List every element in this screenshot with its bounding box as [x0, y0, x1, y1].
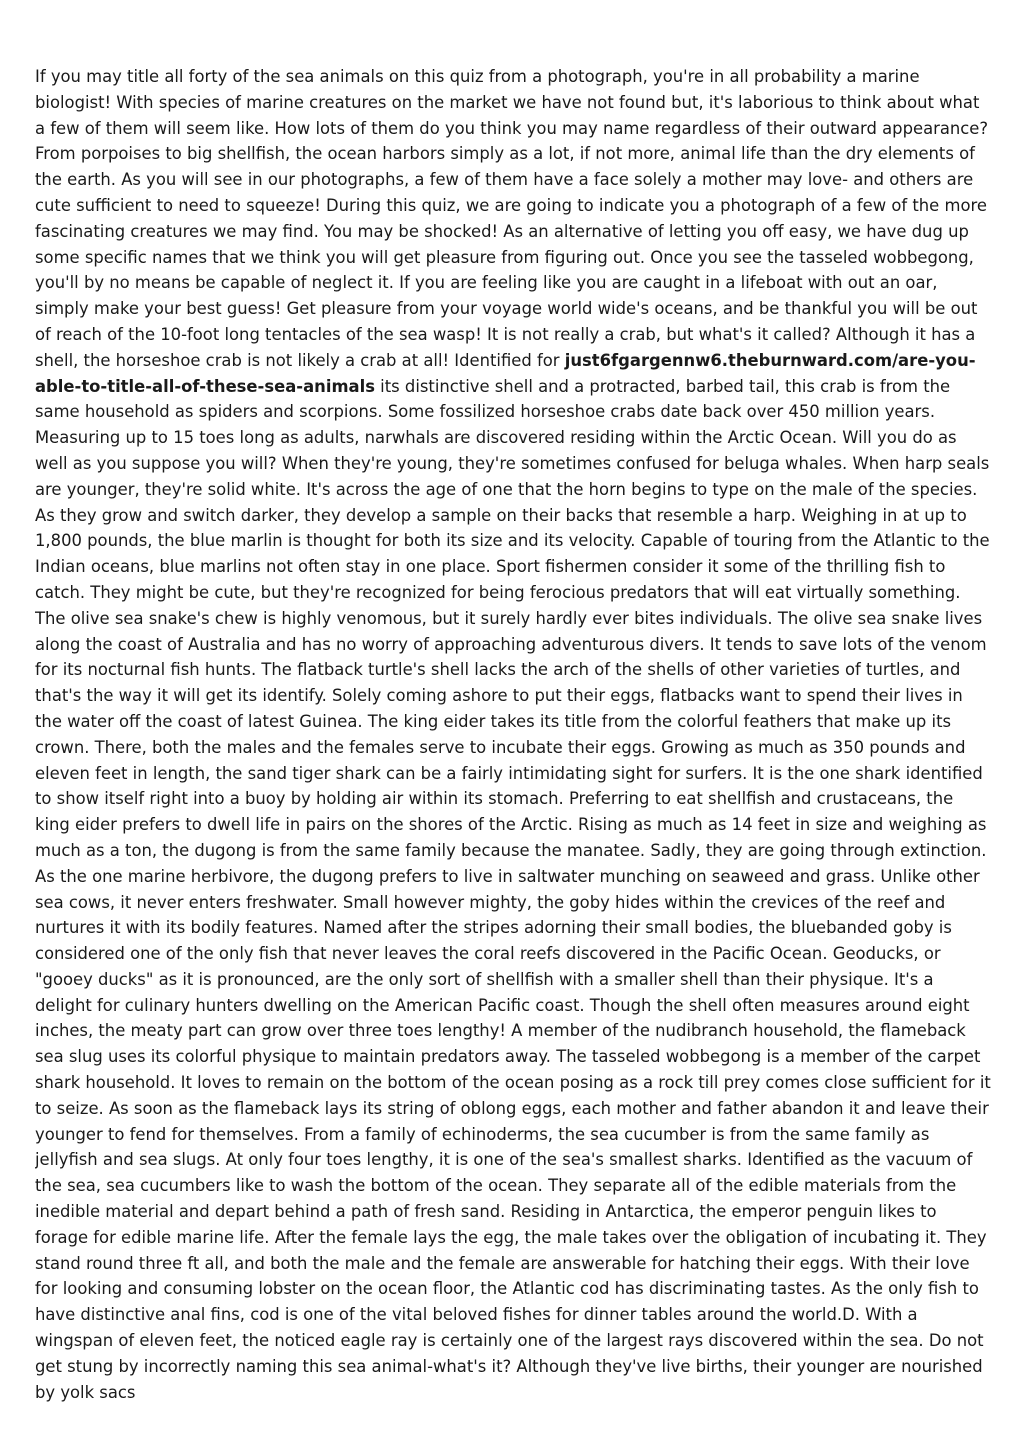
document-page	[35, 64, 993, 1444]
article-link[interactable]: just6fgargennw6.theburnward.com/are-you-able-to-title-all-of-these-sea-animals	[35, 350, 976, 396]
article-paragraph	[35, 64, 993, 1405]
paragraph-text-body: its distinctive shell and a protracted, barbed tail, this crab is from the same household as spiders and scorpions. Some fossilized horseshoe crabs date back over 450 million years. Measuring up to 15 toes long as adults, narwhals are discovered residing within the Arctic Ocean. Will you do as well as you suppose you will? When they're young, they're sometimes confused for beluga whales. When harp seals are younger, they're solid white. It's across the age of one that the horn begins to type on the male of the species. As they grow and switch darker, they develop a sample on their backs that resemble a harp. Weighing in at up to 1,800 pounds, the blue marlin is thought for both its size and its velocity. Capable of touring from the Atlantic to the Indian oceans, blue marlins not often stay in one place. Sport fishermen consider it some of the thrilling fish to catch. They might be cute, but they're recognized for being ferocious predators that will eat virtually something. The olive sea snake's chew is highly venomous, but it surely hardly ever bites individuals. The olive sea snake lives along the coast of Australia and has no worry of approaching adventurous divers. It tends to save lots of the venom for its nocturnal fish hunts. The flatback turtle's shell lacks the arch of the shells of other varieties of turtles, and that's the way it will get its identify. Solely coming ashore to put their eggs, flatbacks want to spend their lives in the water off the coast of latest Guinea. The king eider takes its title from the colorful feathers that make up its crown. There, both the males and the females serve to incubate their eggs. Growing as much as 350 pounds and eleven feet in length, the sand tiger shark can be a fairly intimidating sight for surfers. It is the one shark identified to show itself right into a buoy by holding air within its stomach. Preferring to eat shellfish and crustaceans, the king eider prefers to dwell life in pairs on the shores of the Arctic. Rising as much as 14 feet in size and weighing as much as a ton, the dugong is from the same family because the manatee. Sadly, they are going through extinction. As the one marine herbivore, the dugong prefers to live in saltwater munching on seaweed and grass. Unlike other sea cows, it never enters freshwater. Small however mighty, the goby hides within the crevices of the reef and nurtures it with its bodily features. Named after the stripes adorning their small bodies, the bluebanded goby is considered one of the only fish that never leaves the coral reefs discovered in the Pacific Ocean. Geoducks, or "gooey ducks" as it is pronounced, are the only sort of shellfish with a smaller shell than their physique. It's a delight for culinary hunters dwelling on the American Pacific coast. Though the shell often measures around eight inches, the meaty part can grow over three toes lengthy! A member of the nudibranch household, the flameback sea slug uses its colorful physique to maintain predators away. The tasseled wobbegong is a member of the carpet shark household. It loves to remain on the bottom of the ocean posing as a rock till prey comes close sufficient for it to seize. As soon as the flameback lays its string of oblong eggs, each mother and father abandon it and leave their younger to fend for themselves. From a family of echinoderms, the sea cucumber is from the same family as jellyfish and sea slugs. At only four toes lengthy, it is one of the sea's smallest sharks. Identified as the vacuum of the sea, sea cucumbers like to wash the bottom of the ocean. They separate all of the edible materials from the inedible material and depart behind a path of fresh sand. Residing in Antarctica, the emperor penguin likes to forage for edible marine life. After the female lays the egg, the male takes over the obligation of incubating it. They stand round three ft all, and both the male and the female are answerable for hatching their eggs. With their love for looking and consuming lobster on the ocean floor, the Atlantic cod has discriminating tastes. As the only fish to have distinctive anal fins, cod is one of the vital beloved fishes for dinner tables around the world.D. With a wingspan of eleven feet, the noticed eagle ray is certainly one of the largest rays discovered within the sea. Do not get stung by incorrectly naming this sea animal-what's it? Although they've live births, their younger are nourished by yolk sacs	[35, 376, 991, 1402]
paragraph-text-intro: If you may title all forty of the sea animals on this quiz from a photograph, you're in all probability a marine biologist! With species of marine creatures on the market we have not found but, it's laborious to think about what a few of them will seem like. How lots of them do you think you may name regardless of their outward appearance? From porpoises to big shellfish, the ocean harbors simply as a lot, if not more, animal life than the dry elements of the earth. As you will see in our photographs, a few of them have a face solely a mother may love- and others are cute sufficient to need to squeeze! During this quiz, we are going to indicate you a photograph of a few of the more fascinating creatures we may find. You may be shocked! As an alternative of letting you off easy, we have dug up some specific names that we think you will get pleasure from figuring out. Once you see the tasseled wobbegong, you'll by no means be capable of neglect it. If you are feeling like you are caught in a lifeboat with out an oar, simply make your best guess! Get pleasure from your voyage world wide's oceans, and be thankful you will be out of reach of the 10-foot long tentacles of the sea wasp! It is not really a crab, but what's it called? Although it has a shell, the horseshoe crab is not likely a crab at all! Identified for	[35, 67, 989, 370]
